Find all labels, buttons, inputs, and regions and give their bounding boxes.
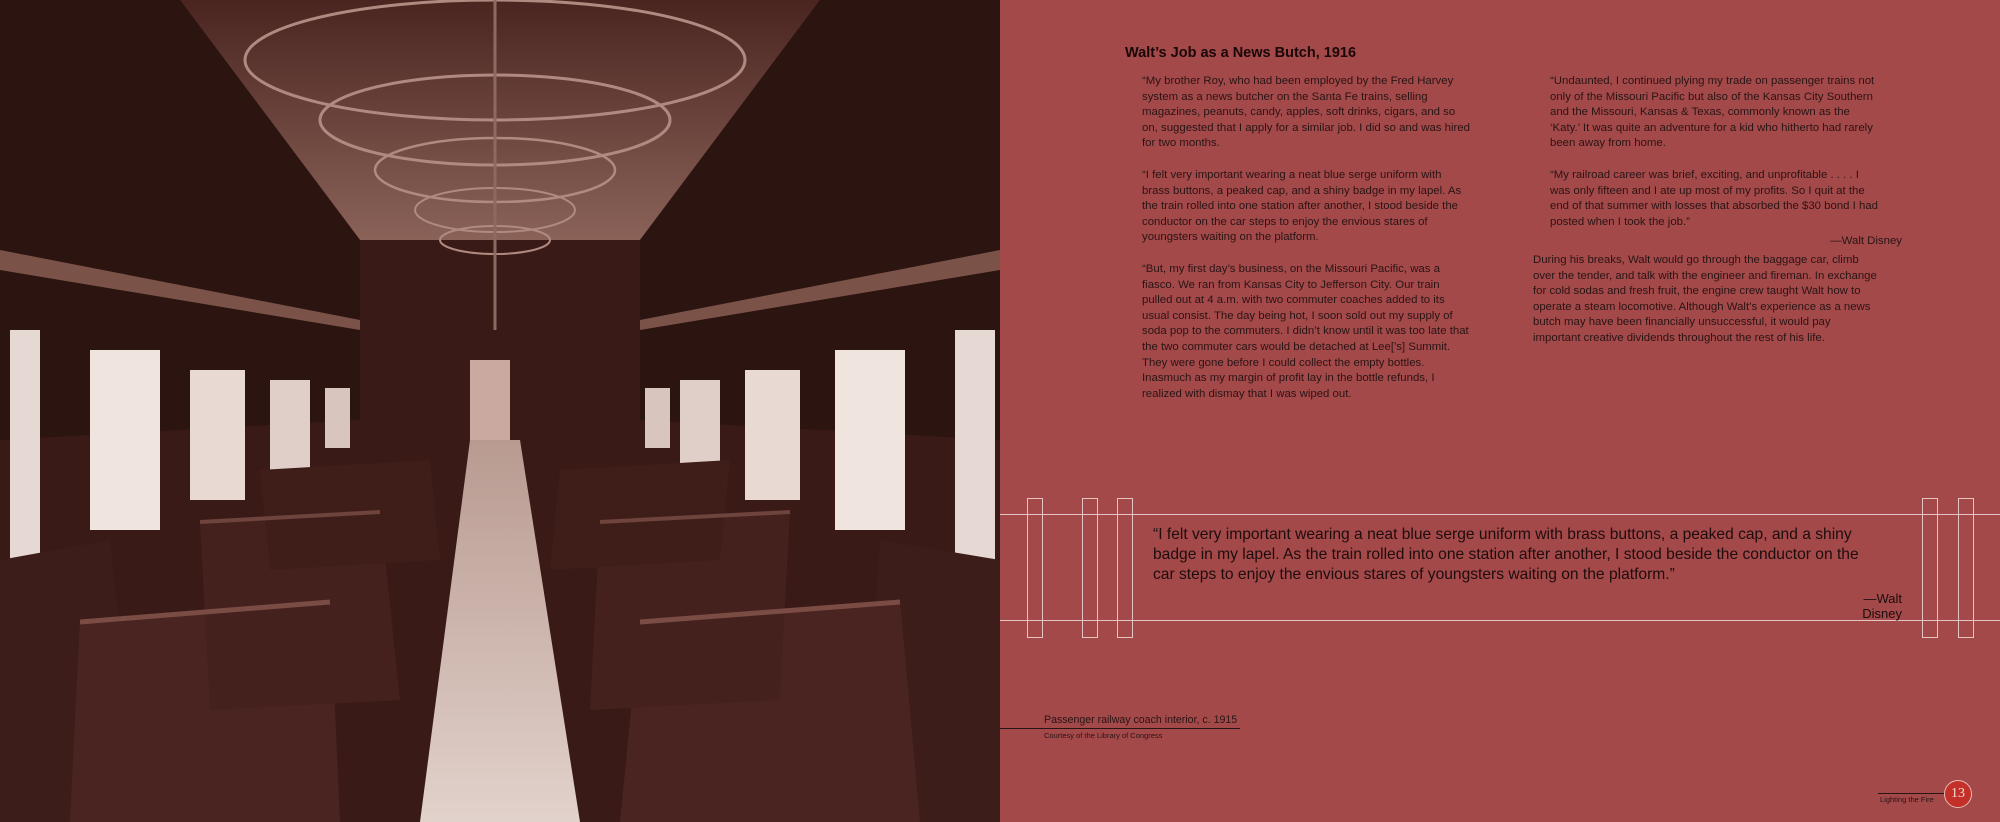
quote-paragraph: “I felt very important wearing a neat blue serge uniform with brass buttons, a peaked cap, and a shiny badge in my lapel. As the train rolled into one station after another, I stood beside the conductor on the car steps to enjoy the envious stares of youngsters waiting on the platform. [1142,168,1462,244]
quote-paragraph: “My railroad career was brief, exciting, and unprofitable . . . . I was only fifteen and I ate up most of my profits. So I quit at the end of that summer with losses that absorbed the $30 bond I had posted when I took the job.” [1550,168,1879,228]
article-left-column [1142,74,1472,418]
article-right-quotes [1550,74,1902,266]
page-number-badge: 13 [1944,780,1972,808]
quote-paragraph: “Undaunted, I continued plying my trade on passenger trains not only of the Missouri Pacific but also of the Kansas City Southern and the Missouri, Kansas & Texas, commonly known as the ‘Katy.’ It was quite an adventure for a kid who hitherto had rarely been away from home. [1550,75,1875,150]
photo-credit: Courtesy of the Library of Congress [1044,731,1163,740]
pull-quote-top-rule [1000,514,2000,515]
pull-quote-attribution: —Walt Disney [1862,591,1902,621]
article-heading: Walt’s Job as a News Butch, 1916 [1125,45,1357,61]
caption-rule [1000,728,1240,729]
pull-quote-rail [1082,498,1098,638]
footer-rule [1878,793,1944,794]
book-title: Lighting the Fire [1880,795,1934,804]
pull-quote-rail [1922,498,1938,638]
quote-attribution: —Walt Disney [1830,235,1902,248]
article-closing-paragraph [1533,253,1878,363]
body-paragraph: During his breaks, Walt would go through the baggage car, climb over the tender, and talk with the engineer and fireman. In exchange for cold sodas and fresh fruit, the engine crew taught Walt how to operate a steam locomotive. Although Walt’s experience as a news butch may have been financially unsuccessful, it would pay important creative dividends throughout the rest of his life. [1533,254,1877,344]
quote-paragraph: “But, my first day’s business, on the Missouri Pacific, was a fiasco. We ran from Kansas City to Jefferson City. Our train pulled out at 4 a.m. with two commuter coaches added to its usual consist. The day being hot, I soon sold out my supply of soda pop to the commuters. I didn’t know until it was too late that the two commuter cars would be detached at Lee[’s] Summit. They were gone before I could collect the empty bottles. Inasmuch as my margin of profit lay in the bottle refunds, I realized with dismay that I was wiped out. [1142,262,1469,400]
pull-quote-rail [1117,498,1133,638]
pull-quote: “I felt very important wearing a neat blue serge uniform with brass buttons, a peaked cap, and a shiny badge in my lapel. As the train rolled into one station after another, I stood beside the conductor on the car steps to enjoy the envious stares of youngsters waiting on the platform.” [1153,526,1859,583]
pull-quote-rail [1958,498,1974,638]
article-panel [1000,0,2000,822]
quote-paragraph: “My brother Roy, who had been employed by the Fred Harvey system as a news butcher on the Santa Fe trains, selling magazines, peanuts, candy, apples, soft drinks, cigars, and so on, suggested that I apply for a similar job. I did so and was hired for two months. [1142,75,1470,150]
photo-caption: Passenger railway coach interior, c. 1915 [1044,714,1238,726]
pull-quote-rail [1027,498,1043,638]
